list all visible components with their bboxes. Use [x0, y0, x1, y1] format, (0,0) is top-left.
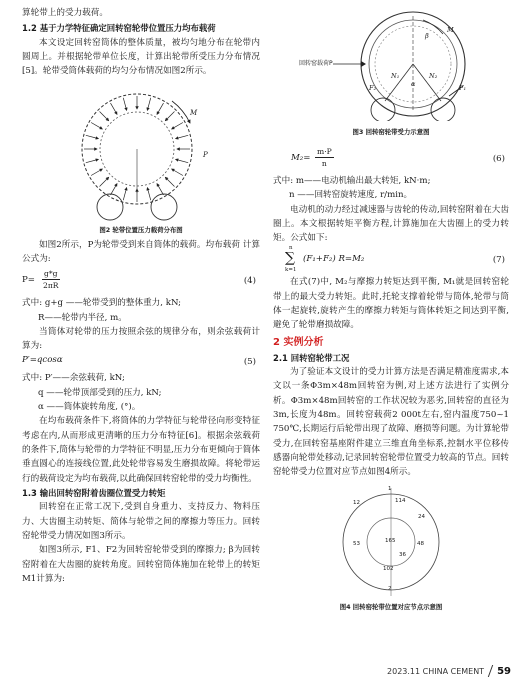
pressure-arrow — [111, 103, 118, 114]
paragraph-3: 当筒体对轮带的压力按照余弦的规律分布，则余弦载荷计算为: — [22, 326, 260, 352]
pressure-arrow — [147, 187, 150, 200]
eq6-fraction — [315, 146, 334, 169]
pressure-arrow — [157, 103, 164, 114]
eq7-sum-bottom: k=1 — [285, 267, 297, 274]
fig2-label-m: M — [190, 108, 198, 117]
figure-2-caption: 图2 轮带位置压力载荷分布图 — [99, 225, 183, 234]
paragraph-9: 为了验证本文设计的受力计算方法是否满足精准度需求,本文以一条Φ3m×48m回转窑为例,对上述方法进行了实例分析。Φ3m×48m回转窑的工作状况较为恶劣,回转窑的直径为3m,长度为48m。回转窑载荷2 000t左右,窑内温度750~1 750℃,长期运行后轮带出现了故障、磨损等问题。为计算轮带受力,在回转窑基座附件建立三维直角坐标系,控制水平位移传感器向轮带处移动,记录回转窑轮带位置受力较高的节点。回转窑轮带受力位置对应节点如图4所示。 — [273, 367, 509, 478]
eq7-sum-top: n — [289, 245, 293, 252]
paragraph-6: 如图3所示, F1、F2为回转窑轮带受到的摩擦力; β为回转窑附着在大齿圈的旋转角度。回转窑筒体施加在轮带上的转矩M1计算为: — [22, 545, 260, 584]
pressure-arrow — [147, 97, 150, 110]
pressure-distribution-diagram — [22, 83, 260, 223]
eq6-number: (6) — [492, 154, 505, 164]
left-column — [22, 0, 260, 586]
journal-issue: 2023.11 CHINA CEMENT — [387, 666, 485, 676]
pressure-arrow — [165, 177, 174, 186]
fig3-n1: N₁ — [391, 72, 400, 80]
pressure-arrow — [86, 135, 99, 138]
pressure-arrow — [91, 122, 102, 129]
fig4-node: 114 — [395, 497, 406, 504]
eq7-number: (7) — [492, 255, 505, 266]
paragraph-4: 在均布载荷条件下,将筒体的力学特征与轮带径向形变特征考虑在内,从而形成更清晰的压力分布特征[6]。根据余弦载荷的条件下,筒体与轮带的力学特征不明显,压力分布更倾向于简体垂直圆心的连接线位置,此处轮带容易发生磨损故障。将轮带运行的载荷设定为均布载荷,以此确保回转窑轮带的受力均衡性。 — [22, 416, 260, 484]
eq4-numerator: g*g — [44, 269, 58, 279]
fig4-node: 1 — [388, 485, 392, 492]
eq4-fraction — [42, 268, 60, 291]
equation-5 — [22, 353, 260, 371]
eq5-def-1: 式中: P′——余弦载荷, kN; — [22, 373, 125, 384]
fig3-m: M — [447, 26, 454, 34]
fig3-beta: β — [425, 32, 429, 40]
fig2-label-p: P — [203, 150, 208, 159]
paragraph-2: 如图2所示，P为轮带受到来自筒体的载荷。均布载荷 计算公式为: — [22, 239, 260, 264]
pressure-arrow — [172, 169, 183, 176]
equation-4 — [22, 266, 260, 296]
eq4-def-1: 式中: g+g ——轮带受到的整体重力, kN; — [22, 298, 182, 309]
right-column — [273, 0, 509, 611]
eq6-def-1: 式中: m——电动机输出最大转矩, kN·m; — [273, 176, 431, 186]
paragraph-5: 回转窑在正常工况下,受到自身重力、支持反力、物料压力、大齿圈主动转矩、简体与轮带之间的摩擦力等压力。回转窑轮带受力情况如图3所示。 — [22, 502, 260, 541]
eq4-number: (4) — [243, 276, 256, 287]
paragraph-7: 电动机的动力经过减速器与齿轮的传动,回转窑附着在大齿圈上。本文根据转矩平衡方程,计算施加在大齿圈上的受力转矩。公式如下: — [273, 204, 509, 244]
page-number: 59 — [497, 665, 511, 677]
fig4-node: 48 — [417, 540, 424, 547]
fig4-node: 24 — [418, 513, 425, 520]
eq4-denominator: 2πR — [42, 281, 59, 291]
intro-line: 算轮带上的受力载荷。 — [22, 8, 108, 18]
fig3-f2: F₂ — [369, 84, 377, 92]
pressure-arrow — [165, 111, 174, 120]
eq4-def-2: R——轮带内半径, m。 — [38, 312, 127, 323]
footer-divider-icon — [488, 665, 493, 677]
pressure-arrow — [100, 111, 109, 120]
equation-7 — [273, 245, 509, 275]
fig3-n2: N₂ — [429, 72, 438, 80]
eq5-number: (5) — [243, 357, 256, 368]
figure-2 — [22, 83, 260, 223]
figure-3-caption: 图3 回转窑轮带受力示意图 — [352, 128, 430, 136]
eq5-body: P′=qcosα — [22, 355, 63, 366]
eq5-def-3: α ——筒体旋转角度, (°)。 — [38, 402, 141, 413]
fig3-alpha: α — [411, 80, 416, 88]
fig4-node: 102 — [383, 565, 394, 572]
fig4-node: 12 — [353, 499, 360, 506]
pressure-arrow — [176, 159, 189, 162]
sum-icon: ∑ — [285, 250, 295, 267]
section-2-heading: 2 实例分析 — [273, 336, 324, 348]
fig3-outer-label: 回转窑载荷P — [299, 60, 333, 67]
eq7-body: (F₁+F₂) R=M₂ — [303, 254, 365, 265]
paragraph-1: 本文设定回转窑筒体的整体质量，被均匀地分布在轮带内圆周上。并根据轮带单位长度，计算出轮带所受压力分布情况[5]。轮带受筒体载荷的均匀分布情况如图2所示。 — [22, 37, 260, 77]
pressure-arrow — [123, 187, 126, 200]
equation-6 — [273, 144, 509, 174]
eq5-def-2: q ——轮带顶部受到的压力, kN; — [38, 387, 162, 398]
fig4-node: 36 — [399, 551, 406, 558]
fig4-node: 53 — [353, 540, 360, 547]
pressure-arrow — [123, 97, 126, 110]
pressure-arrow — [111, 183, 118, 194]
eq6-lhs: M₂= — [291, 153, 311, 163]
fig3-f1: F₁ — [459, 84, 467, 92]
fig4-node: 165 — [385, 537, 396, 544]
pressure-arrow — [86, 159, 99, 162]
pressure-arrow — [176, 135, 189, 138]
fig4-node: 2 — [388, 585, 392, 592]
section-1-3-heading: 1.3 输出回转窑附着齿圈位置受力转矩 — [22, 487, 166, 498]
eq6-def-2: n ——回转窑旋转速度, r/min。 — [289, 190, 413, 201]
pressure-arrow — [157, 183, 164, 194]
paragraph-8: 在式(7)中, M₂与摩擦力转矩达到平衡, M₁就是回转窑轮带上的最大受力转矩。此时,托轮支撑着轮带与筒体,轮带与筒体一起旋转,旋转产生的摩擦力转矩与筒体转矩之间达到平衡,避免了轮带磨损故障。 — [273, 277, 509, 331]
section-1-2-heading: 1.2 基于力学特征确定回转窑轮带位置压力均布载荷 — [22, 23, 216, 34]
figure-4 — [273, 486, 509, 598]
page-footer — [387, 665, 511, 677]
pressure-arrow — [172, 122, 183, 129]
eq6-denominator: n — [321, 159, 327, 168]
figure-4-caption: 图4 回转窑轮带位置对应节点示意图 — [339, 602, 443, 611]
eq4-lhs: P= — [22, 275, 35, 286]
eq6-numerator: m·P — [317, 147, 332, 156]
pressure-arrow — [91, 169, 102, 176]
section-2-1-heading: 2.1 回转窑轮带工况 — [273, 352, 350, 363]
figure-3 — [273, 6, 509, 121]
pressure-arrow — [100, 177, 109, 186]
